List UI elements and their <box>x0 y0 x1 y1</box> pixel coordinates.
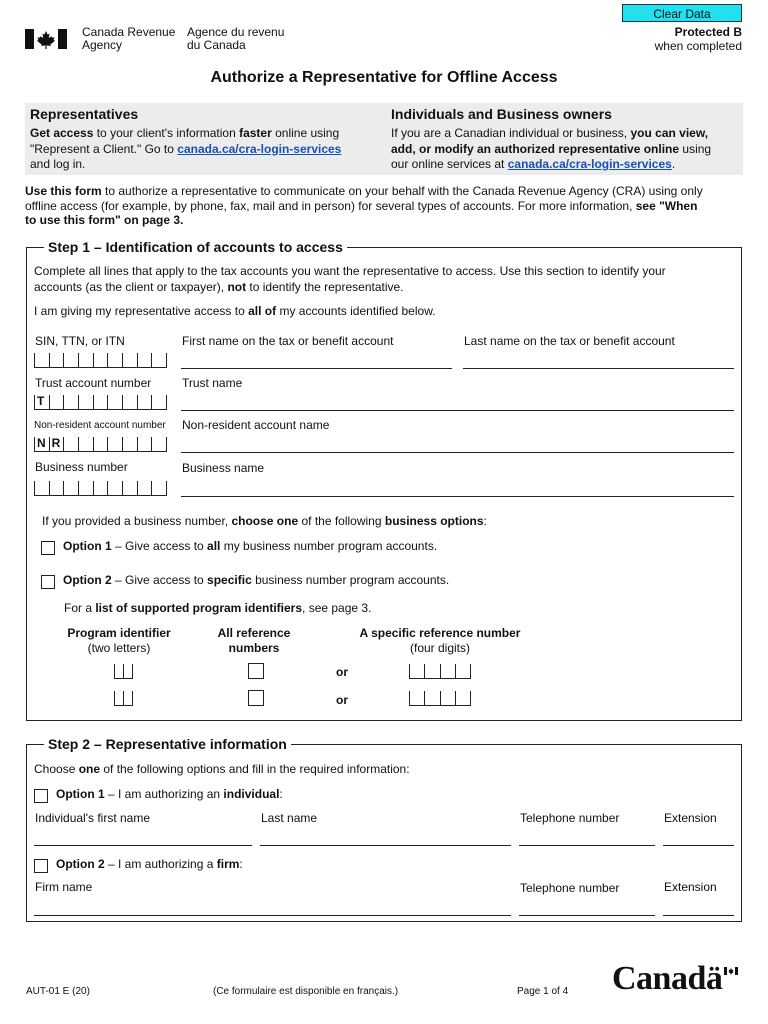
rep-text-3: faster <box>239 126 272 140</box>
ind-last-name-field[interactable] <box>260 845 511 846</box>
rep-option2-checkbox[interactable] <box>34 859 48 873</box>
ind-telephone-field[interactable] <box>519 845 655 846</box>
step1-text-3b: all of <box>248 304 277 318</box>
rep-text-2: to your client's information <box>93 126 240 140</box>
ind-text-1: If you are a Canadian individual or business, <box>391 126 631 140</box>
specific-reference-header <box>340 626 540 655</box>
trust-name-field[interactable] <box>181 410 734 411</box>
representatives-title: Representatives <box>30 106 139 122</box>
firm-telephone-field[interactable] <box>519 915 655 916</box>
intro-2: to authorize a representative to communicate on your behalf with the Canada Revenue Agency (CRA) using only <box>101 184 703 198</box>
when-completed-label: when completed <box>654 39 742 53</box>
intro-paragraph <box>25 184 745 228</box>
trust-number-label: Trust account number <box>35 376 152 390</box>
list-c: , see page 3. <box>302 601 372 615</box>
agency-fr-line1: Agence du revenu <box>187 25 285 39</box>
rep-login-link[interactable]: canada.ca/cra-login-services <box>177 141 342 156</box>
col2-title: All reference <box>217 626 291 640</box>
page-title: Authorize a Representative for Offline Access <box>210 69 558 86</box>
col3-title: A specific reference number <box>359 626 521 640</box>
specific-reference-field-2[interactable] <box>409 691 471 706</box>
or-label-1: or <box>336 665 348 679</box>
step2-text-a: Choose <box>34 762 79 776</box>
step1-text-1: Complete all lines that apply to the tax accounts you want the representative to access. Use this section to identify your <box>34 264 666 278</box>
rep-opt2-d: : <box>239 857 243 871</box>
trust-prefix: T <box>34 395 50 409</box>
specific-reference-field-1[interactable] <box>409 664 471 679</box>
canada-flag-icon <box>25 29 67 49</box>
bn-opt2-c: specific <box>207 573 252 587</box>
nr-prefix-r: R <box>50 437 65 451</box>
rep-option1-checkbox[interactable] <box>34 789 48 803</box>
bn-label: Business number <box>35 460 128 474</box>
rep-opt2-c: firm <box>216 857 240 871</box>
intro-1: Use this form <box>25 184 102 198</box>
bn-opt2-b: – Give access to <box>111 573 208 587</box>
rep-opt1-d: : <box>279 787 283 801</box>
step1-text-2a: accounts (as the client or taxpayer), <box>34 279 228 294</box>
clear-data-button[interactable]: Clear Data <box>622 4 742 22</box>
rep-opt2-a: Option 2 <box>56 857 105 871</box>
trust-number-field[interactable] <box>34 395 167 410</box>
all-reference-checkbox-2[interactable] <box>248 690 264 706</box>
bn-option1-label <box>63 539 437 553</box>
bn-opt-e: : <box>483 514 487 528</box>
program-id-field-1[interactable] <box>114 664 133 679</box>
individuals-panel <box>391 106 741 173</box>
col1-title: Program identifier <box>67 626 171 640</box>
nr-prefix-n: N <box>34 437 50 451</box>
wordmark-flag-icon <box>724 964 738 972</box>
step2-text-c: of the following options and fill in the required information: <box>100 762 410 776</box>
rep-option1-label <box>56 787 283 801</box>
rep-opt2-b: – I am authorizing a <box>104 857 217 871</box>
nr-number-field[interactable] <box>34 437 167 452</box>
individuals-title: Individuals and Business owners <box>391 106 612 122</box>
step1-text-2b: not <box>227 279 247 294</box>
sin-field[interactable] <box>34 353 167 368</box>
bn-option1-checkbox[interactable] <box>41 541 55 555</box>
ind-text-6: . <box>671 157 676 171</box>
last-name-field[interactable] <box>463 368 734 369</box>
step2-instructions <box>34 762 410 776</box>
bn-option2-label <box>63 573 449 587</box>
firm-telephone-label: Telephone number <box>520 881 620 895</box>
program-list-text <box>64 601 371 615</box>
page-number: Page 1 of 4 <box>517 986 569 997</box>
representatives-text <box>30 126 380 173</box>
agency-fr-line2: du Canada <box>187 38 246 52</box>
step1-all-accounts-text <box>34 304 436 318</box>
intro-3: offline access (for example, by phone, fax, mail and in person) for several types of accounts. For more information, <box>25 198 636 213</box>
bn-name-label: Business name <box>182 461 265 475</box>
ind-telephone-label: Telephone number <box>520 811 620 825</box>
bn-opt-b: choose one <box>231 514 299 528</box>
representatives-panel <box>30 106 380 173</box>
step1-text-2c: to identify the representative. <box>246 279 404 294</box>
ind-extension-field[interactable] <box>663 845 734 846</box>
bn-opt2-d: business number program accounts. <box>251 573 450 587</box>
rep-opt1-a: Option 1 <box>56 787 105 801</box>
all-reference-header <box>194 626 314 655</box>
rep-opt1-b: – I am authorizing an <box>104 787 224 801</box>
agency-name-fr <box>187 26 284 52</box>
rep-text-1: Get access <box>30 126 94 140</box>
firm-extension-label: Extension <box>664 880 717 894</box>
ind-text-5: our online services at <box>391 157 508 171</box>
step2-legend: Step 2 – Representative information <box>44 736 291 752</box>
agency-name-en <box>82 26 175 52</box>
bn-opt1-a: Option 1 <box>63 539 112 553</box>
rep-text-4: online using <box>271 126 340 140</box>
first-name-field[interactable] <box>181 368 452 369</box>
step1-text-3c: my accounts identified below. <box>276 304 436 318</box>
last-name-label: Last name on the tax or benefit account <box>464 334 675 348</box>
nr-name-label: Non-resident account name <box>182 418 330 432</box>
bn-options-text <box>42 514 487 528</box>
rep-opt1-c: individual <box>223 787 280 801</box>
nr-name-field[interactable] <box>181 452 734 453</box>
bn-option2-checkbox[interactable] <box>41 575 55 589</box>
list-b: list of supported program identifiers <box>95 601 303 615</box>
trust-name-label: Trust name <box>182 376 243 390</box>
firm-extension-field[interactable] <box>663 915 734 916</box>
step1-text-3a: I am giving my representative access to <box>34 304 249 318</box>
rep-text-6: and log in. <box>30 157 86 171</box>
bn-opt-a: If you provided a business number, <box>42 514 232 528</box>
col1-sub: (two letters) <box>87 640 151 655</box>
firm-name-label: Firm name <box>35 880 93 894</box>
bn-opt1-d: my business number program accounts. <box>220 539 438 553</box>
intro-4: see "When <box>635 198 698 213</box>
col2-sub: numbers <box>228 640 280 655</box>
list-a: For a <box>64 601 96 615</box>
all-reference-checkbox-1[interactable] <box>248 663 264 679</box>
protected-b-label: Protected B <box>674 25 742 39</box>
ind-last-name-label: Last name <box>261 811 318 825</box>
rep-option2-label <box>56 857 243 871</box>
bn-opt1-c: all <box>207 539 221 553</box>
ind-text-2: you can view, <box>630 126 709 140</box>
individuals-text <box>391 126 741 173</box>
canada-wordmark: Canadä <box>612 960 723 997</box>
ind-first-name-field[interactable] <box>34 845 252 846</box>
bn-field[interactable] <box>34 481 167 496</box>
french-availability: (Ce formulaire est disponible en français.) <box>213 986 399 997</box>
program-id-field-2[interactable] <box>114 691 133 706</box>
ind-login-link[interactable]: canada.ca/cra-login-services <box>507 157 672 171</box>
or-label-2: or <box>336 693 348 707</box>
bn-name-field[interactable] <box>181 496 734 497</box>
bn-opt1-b: – Give access to <box>111 539 208 553</box>
program-identifier-header <box>54 626 184 655</box>
ind-extension-label: Extension <box>664 811 717 825</box>
col3-sub: (four digits) <box>409 640 471 655</box>
step1-legend: Step 1 – Identification of accounts to access <box>44 239 347 255</box>
agency-en-line1: Canada Revenue <box>82 25 176 39</box>
rep-text-5: "Represent a Client." Go to <box>30 141 178 156</box>
bn-opt2-a: Option 2 <box>63 573 112 587</box>
ind-text-3: add, or modify an authorized representative online <box>391 141 680 156</box>
form-id: AUT-01 E (20) <box>26 986 90 997</box>
sin-label: SIN, TTN, or ITN <box>35 334 125 348</box>
bn-opt-d: business options <box>384 514 484 528</box>
protected-notice <box>655 25 742 53</box>
bn-opt-c: of the following <box>298 514 385 528</box>
agency-en-line2: Agency <box>82 38 123 52</box>
intro-5: to use this form" on page 3. <box>25 213 184 227</box>
step2-text-b: one <box>78 762 101 776</box>
ind-text-4: using <box>679 141 712 156</box>
firm-name-field[interactable] <box>34 915 511 916</box>
ind-first-name-label: Individual's first name <box>35 811 151 825</box>
step1-instructions <box>34 264 734 295</box>
first-name-label: First name on the tax or benefit account <box>182 334 394 348</box>
nr-number-label: Non-resident account number <box>34 420 166 431</box>
